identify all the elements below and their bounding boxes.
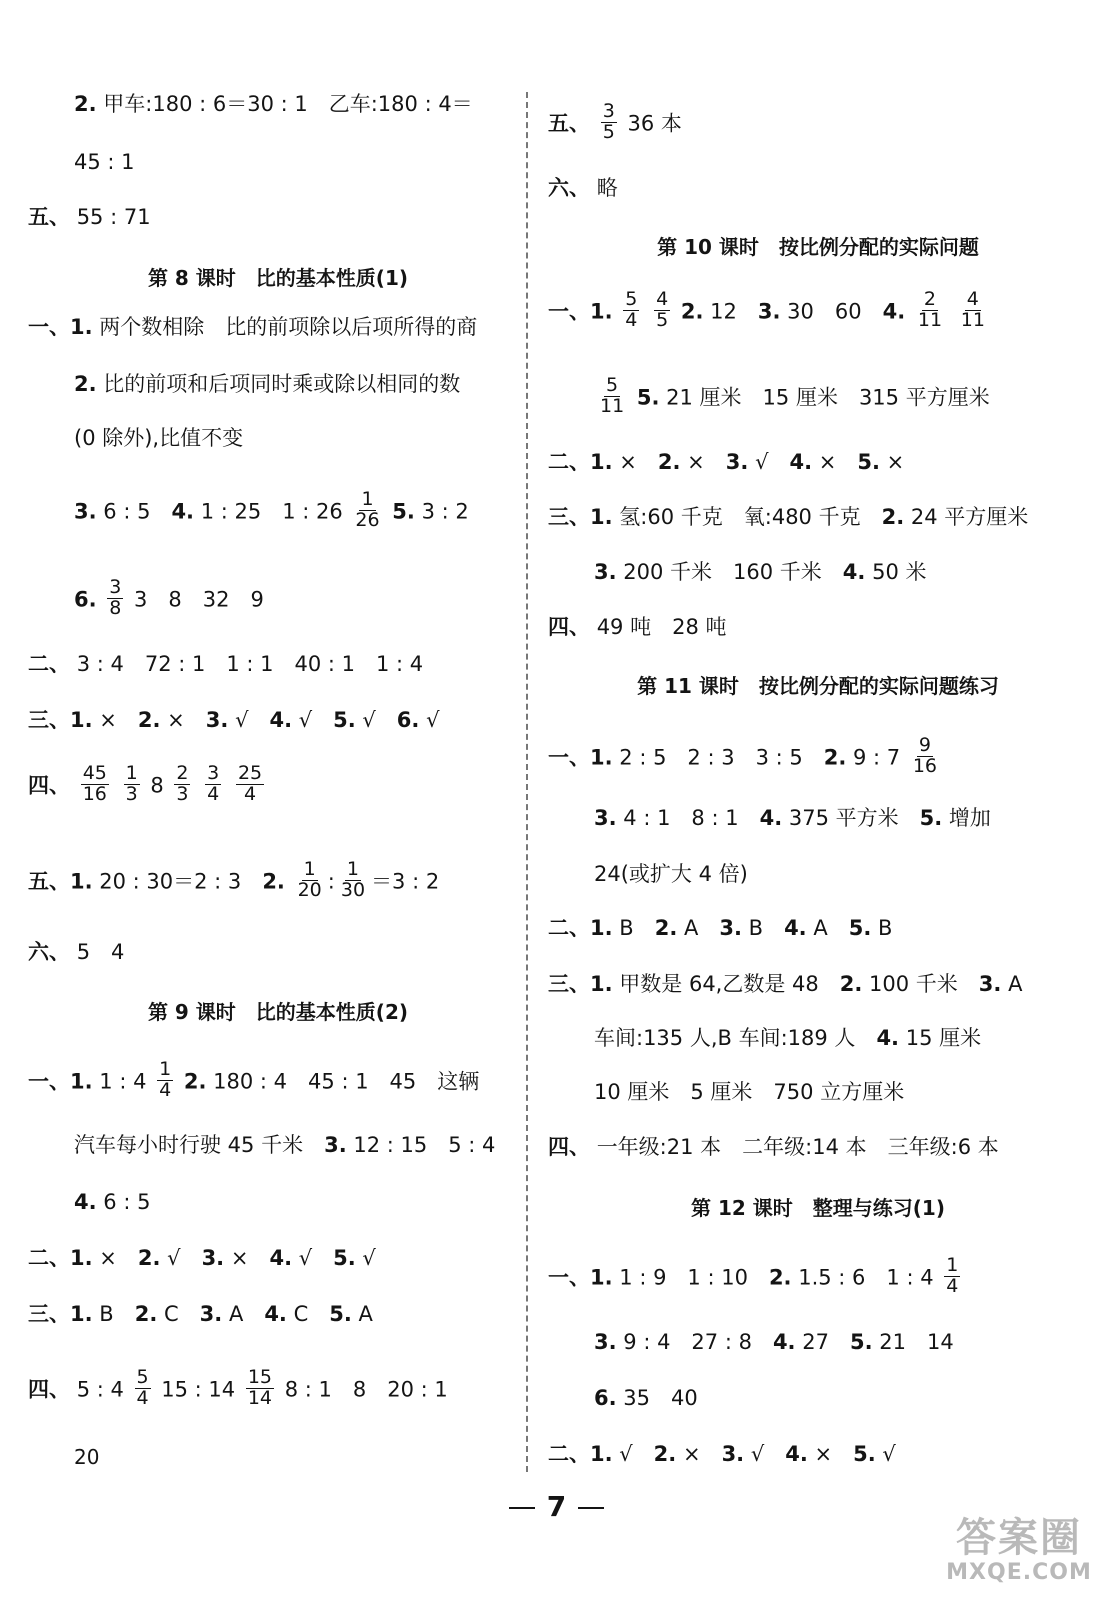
answer-text: 4 : 1 8 : 1 <box>623 806 760 830</box>
question-label: 2. <box>839 972 863 996</box>
answer-line <box>594 1386 698 1411</box>
answer-text: B <box>748 916 785 940</box>
fraction-denominator: 11 <box>917 308 943 331</box>
fraction <box>157 1060 173 1101</box>
question-label: 三、1. <box>548 505 613 529</box>
question-label: 2. <box>653 1442 677 1466</box>
answer-line <box>548 1442 896 1467</box>
answer-line <box>548 288 991 333</box>
question-label: 3. <box>205 708 229 732</box>
answer-line <box>548 734 943 779</box>
fraction <box>601 102 617 143</box>
question-label: 4. <box>264 1302 287 1326</box>
answer-line <box>28 652 423 677</box>
question-label: 2. <box>74 372 97 396</box>
answer-text: √ <box>426 708 440 732</box>
answer-text: 增加 <box>948 806 991 830</box>
question-label: 2. <box>680 299 704 324</box>
question-label: 5. <box>857 450 880 474</box>
question-label: 5. <box>333 1246 356 1270</box>
question-label: 2. <box>657 450 681 474</box>
answer-line <box>74 92 473 117</box>
fraction <box>654 290 670 331</box>
answer-text <box>194 773 201 797</box>
answer-text: ＝3 : 2 <box>371 869 440 894</box>
answer-line <box>594 1330 954 1355</box>
fraction-denominator: 11 <box>600 394 625 417</box>
question-label: 4. <box>759 806 783 830</box>
question-label: 3. <box>725 450 749 474</box>
answer-text: 1 : 9 1 : 10 <box>619 1265 769 1290</box>
answer-line <box>548 176 618 201</box>
answer-line <box>74 426 243 451</box>
answer-text: 27 <box>802 1330 850 1354</box>
fraction-numerator: 3 <box>602 100 615 122</box>
fraction-numerator: 2 <box>176 762 189 784</box>
answer-text: B <box>99 1302 135 1326</box>
question-label: 四、 <box>28 773 70 798</box>
fraction-numerator: 1 <box>946 1254 959 1276</box>
question-label: 4. <box>269 708 293 732</box>
answer-text: 略 <box>596 176 618 200</box>
fraction <box>911 736 939 777</box>
answer-line <box>594 806 991 831</box>
question-label: 二、 <box>28 652 70 676</box>
fraction-denominator: 4 <box>946 1274 959 1297</box>
answer-text: 35 40 <box>623 1386 698 1410</box>
fraction <box>81 764 109 805</box>
answer-line <box>594 374 990 419</box>
answer-text: 10 厘米 5 厘米 750 立方厘米 <box>594 1080 905 1104</box>
answer-text: 1 : 4 <box>99 1069 154 1094</box>
question-label: 5. <box>848 916 872 940</box>
question-label: 二、1. <box>28 1246 93 1270</box>
question-label: 三、1. <box>548 972 613 996</box>
fraction-denominator: 5 <box>602 120 615 143</box>
section-heading: 第 9 课时 比的基本性质(2) <box>147 1000 409 1024</box>
answer-text: 30 60 <box>787 299 883 324</box>
fraction-numerator: 1 <box>125 762 138 784</box>
fraction <box>959 290 987 331</box>
answer-line <box>548 1135 999 1160</box>
answer-text: √ <box>750 1442 786 1466</box>
answer-text: 20 : 30＝2 : 3 <box>99 869 263 894</box>
question-label: 3. <box>594 806 617 830</box>
answer-text: × <box>99 1246 138 1270</box>
answer-text: 5 : 4 <box>76 1377 131 1402</box>
question-label: 2. <box>881 505 905 529</box>
fraction <box>107 578 123 619</box>
question-label: 4. <box>876 1026 900 1050</box>
answer-line <box>28 315 477 340</box>
answer-text: 180 : 4 45 : 1 45 这辆 <box>213 1069 480 1094</box>
question-label: 六、 <box>28 940 70 964</box>
answer-line <box>594 560 926 585</box>
answer-text: 55 : 71 <box>76 205 151 229</box>
fraction-denominator: 4 <box>625 308 638 331</box>
fraction <box>353 490 381 531</box>
answer-line <box>74 1190 150 1215</box>
answer-text <box>674 299 681 323</box>
question-label: 4. <box>772 1330 796 1354</box>
question-label: 四、 <box>28 1377 70 1402</box>
question-label: 5. <box>849 1330 873 1354</box>
answer-text: × <box>230 1246 270 1270</box>
answer-text: 车间:135 人,B 车间:189 人 <box>594 1026 877 1050</box>
fraction <box>916 290 944 331</box>
fraction <box>135 1368 151 1409</box>
question-label: 二、1. <box>548 450 613 474</box>
answer-text: 9 : 7 <box>853 745 907 770</box>
answer-text <box>643 299 650 323</box>
answer-line <box>548 505 1028 530</box>
answer-text: 两个数相除 比的前项除以后项所得的商 <box>99 315 478 339</box>
question-label: 2. <box>262 869 285 894</box>
watermark-bottom: MXQE.COM <box>946 1560 1092 1585</box>
answer-text: 汽车每小时行驶 45 千米 <box>74 1133 325 1157</box>
answer-text: (0 除外),比值不变 <box>74 426 244 450</box>
answer-line <box>28 1302 373 1327</box>
question-label: 一、1. <box>28 1069 93 1094</box>
answer-line <box>594 1080 904 1105</box>
answer-text: 24(或扩大 4 倍) <box>594 862 748 886</box>
answer-text: 12 : 15 5 : 4 <box>353 1133 496 1157</box>
question-label: 4. <box>74 1190 97 1214</box>
question-label: 4. <box>789 450 813 474</box>
watermark-top: 答案圈 <box>956 1515 1082 1561</box>
answer-line <box>548 1254 964 1299</box>
page-dash-left <box>509 1507 535 1509</box>
question-label: 一、1. <box>28 315 93 339</box>
answer-text: 5 4 <box>76 940 125 964</box>
question-label: 一、1. <box>548 299 613 324</box>
question-label: 3. <box>74 499 97 524</box>
question-label: 4. <box>785 1442 808 1466</box>
answer-line <box>74 1133 495 1158</box>
question-label: 2. <box>137 1246 161 1270</box>
answer-text: A <box>228 1302 265 1326</box>
left-column <box>28 0 528 1600</box>
question-label: 一、1. <box>548 745 613 770</box>
fraction-denominator: 11 <box>960 308 985 331</box>
question-label: 3. <box>594 1330 617 1354</box>
answer-text: 9 : 4 27 : 8 <box>623 1330 773 1354</box>
question-label: 3. <box>719 916 742 940</box>
answer-text: × <box>814 1442 854 1466</box>
fraction-denominator: 3 <box>176 782 189 805</box>
answer-text: : <box>327 869 335 894</box>
question-label: 5. <box>919 806 943 830</box>
question-label: 4. <box>784 916 807 940</box>
watermark-logo <box>931 1516 1107 1594</box>
fraction-numerator: 5 <box>136 1366 149 1388</box>
answer-text: × <box>167 708 206 732</box>
section-heading: 第 10 课时 按比例分配的实际问题 <box>657 235 979 259</box>
answer-text: 375 平方米 <box>788 806 920 830</box>
question-label: 2. <box>74 92 97 116</box>
section-heading: 第 8 课时 比的基本性质(1) <box>147 266 409 290</box>
page-dash-right <box>578 1507 604 1509</box>
answer-text: 49 吨 28 吨 <box>596 615 727 639</box>
fraction-denominator: 4 <box>243 782 257 805</box>
section-heading: 第 12 课时 整理与练习(1) <box>691 1196 945 1220</box>
question-label: 4. <box>842 560 866 584</box>
fraction <box>205 764 221 805</box>
question-label: 5. <box>329 1302 352 1326</box>
question-label: 4. <box>882 299 906 324</box>
answer-text: 比的前项和后项同时乘或除以相同的数 <box>103 372 461 396</box>
question-label: 3. <box>324 1133 347 1157</box>
answer-text: 1.5 : 6 1 : 4 <box>798 1265 941 1290</box>
answer-line <box>74 372 460 397</box>
question-label: 五、 <box>28 205 70 229</box>
answer-text: 21 厘米 15 厘米 315 平方厘米 <box>666 385 990 410</box>
answer-text: 氢:60 千克 氧:480 千克 <box>619 505 882 529</box>
answer-line <box>28 940 124 965</box>
answer-text: × <box>99 708 138 732</box>
question-label: 2. <box>768 1265 792 1290</box>
answer-line <box>28 1246 376 1271</box>
question-label: 4. <box>171 499 195 524</box>
answer-line <box>548 450 904 475</box>
fraction-numerator: 5 <box>606 374 619 396</box>
answer-text: 3 8 32 9 <box>127 587 264 612</box>
answer-line <box>74 150 135 175</box>
answer-text: A <box>813 916 849 940</box>
fraction <box>598 376 626 417</box>
question-label: 3. <box>594 560 617 584</box>
question-label: 5. <box>853 1442 876 1466</box>
fraction-denominator: 16 <box>912 754 938 777</box>
answer-text: √ <box>298 708 334 732</box>
fraction-denominator: 5 <box>656 308 669 331</box>
answer-text: 45 : 1 <box>74 150 135 174</box>
fraction-denominator: 14 <box>247 1386 273 1409</box>
fraction-numerator: 25 <box>237 762 263 784</box>
answer-text: 甲车:180 : 6＝30 : 1 乙车:180 : 4＝ <box>103 92 473 116</box>
question-label: 5. <box>636 385 660 410</box>
fraction <box>944 1256 960 1297</box>
fraction-numerator: 4 <box>966 288 979 310</box>
fraction <box>246 1368 274 1409</box>
fraction <box>174 764 190 805</box>
fraction <box>623 290 639 331</box>
question-label: 3. <box>978 972 1002 996</box>
answer-text: C <box>163 1302 200 1326</box>
answer-line <box>28 858 440 903</box>
question-label: 二、1. <box>548 1442 613 1466</box>
question-label: 2. <box>134 1302 158 1326</box>
answer-text: 8 : 1 8 20 : 1 <box>278 1377 448 1402</box>
answer-line <box>74 488 469 533</box>
question-label: 3. <box>757 299 781 324</box>
answer-text: 一年级:21 本 二年级:14 本 三年级:6 本 <box>596 1135 999 1159</box>
question-label: 三、1. <box>28 1302 93 1326</box>
fraction-denominator: 4 <box>136 1386 149 1409</box>
answer-text: A <box>1008 972 1023 996</box>
answer-text: 100 千米 <box>869 972 979 996</box>
answer-text: 36 本 <box>620 111 682 136</box>
question-label: 三、1. <box>28 708 93 732</box>
question-label: 2. <box>183 1069 207 1094</box>
question-label: 五、 <box>548 111 590 136</box>
answer-line <box>74 576 264 621</box>
answer-text: 6 : 5 <box>103 1190 151 1214</box>
answer-text: √ <box>619 1442 654 1466</box>
answer-text: 15 : 14 <box>154 1377 242 1402</box>
answer-text: B <box>878 916 893 940</box>
question-label: 二、1. <box>548 916 613 940</box>
answer-line <box>548 615 726 640</box>
question-label: 一、1. <box>548 1265 613 1290</box>
answer-line <box>548 100 682 145</box>
question-label: 3. <box>721 1442 745 1466</box>
question-label: 6. <box>594 1386 617 1410</box>
fraction-denominator: 20 <box>297 878 322 901</box>
answer-text: A <box>358 1302 373 1326</box>
answer-text: 2 : 5 2 : 3 3 : 5 <box>619 745 824 770</box>
answer-text: 50 米 <box>872 560 927 584</box>
answer-line <box>28 1058 480 1103</box>
question-label: 6. <box>396 708 420 732</box>
fraction-numerator: 2 <box>923 288 937 310</box>
answer-text: × <box>619 450 658 474</box>
answer-text <box>113 773 120 797</box>
answer-text: 12 <box>710 299 758 324</box>
footer-left-number: 20 <box>74 1445 100 1469</box>
question-label: 2. <box>823 745 847 770</box>
fraction <box>236 764 264 805</box>
fraction-numerator: 5 <box>625 288 638 310</box>
answer-text: √ <box>362 1246 376 1270</box>
answer-line <box>28 1366 448 1411</box>
fraction-numerator: 1 <box>159 1058 172 1080</box>
answer-text: 3 : 2 <box>421 499 469 524</box>
question-label: 5. <box>333 708 356 732</box>
question-label: 2. <box>654 916 678 940</box>
question-label: 2. <box>137 708 161 732</box>
section-heading: 第 11 课时 按比例分配的实际问题练习 <box>637 674 999 698</box>
answer-text: 15 厘米 <box>905 1026 982 1050</box>
answer-line <box>28 205 151 230</box>
answer-text: 1 : 25 1 : 26 <box>200 499 350 524</box>
answer-text <box>948 299 955 323</box>
answer-text: √ <box>755 450 790 474</box>
fraction-numerator: 1 <box>346 858 359 880</box>
answer-text <box>177 1069 184 1093</box>
fraction-numerator: 4 <box>656 288 669 310</box>
answer-text: A <box>683 916 720 940</box>
right-column <box>548 0 1088 1600</box>
answer-text <box>630 385 637 409</box>
answer-text: 24 平方厘米 <box>910 505 1029 529</box>
answer-text: √ <box>882 1442 896 1466</box>
answer-text <box>225 773 232 797</box>
question-label: 六、 <box>548 176 590 200</box>
fraction-denominator: 4 <box>159 1078 172 1101</box>
page-number-text: 7 <box>546 1490 567 1523</box>
fraction-numerator: 15 <box>247 1366 273 1388</box>
answer-text: B <box>619 916 655 940</box>
answer-text: × <box>687 450 726 474</box>
answer-text: × <box>886 450 905 474</box>
answer-text: √ <box>362 708 397 732</box>
question-label: 五、1. <box>28 869 93 894</box>
answer-text: √ <box>167 1246 202 1270</box>
fraction <box>296 860 324 901</box>
fraction <box>124 764 140 805</box>
answer-text: × <box>682 1442 722 1466</box>
answer-text: 甲数是 64,乙数是 48 <box>619 972 840 996</box>
question-label: 3. <box>201 1246 225 1270</box>
question-label: 6. <box>74 587 97 612</box>
answer-line <box>28 708 439 733</box>
answer-text: × <box>818 450 858 474</box>
fraction-denominator: 8 <box>109 596 122 619</box>
answer-text: √ <box>235 708 270 732</box>
answer-text: 3 : 4 72 : 1 1 : 1 40 : 1 1 : 4 <box>76 652 424 676</box>
fraction-numerator: 1 <box>361 488 374 510</box>
answer-text: 21 14 <box>879 1330 954 1354</box>
answer-text: 200 千米 160 千米 <box>623 560 843 584</box>
answer-line <box>28 762 268 807</box>
fraction-denominator: 16 <box>82 782 107 805</box>
question-label: 3. <box>199 1302 223 1326</box>
fraction <box>339 860 367 901</box>
fraction-numerator: 3 <box>207 762 220 784</box>
fraction-numerator: 9 <box>918 734 931 756</box>
fraction-denominator: 3 <box>125 782 138 805</box>
column-divider <box>526 92 528 1472</box>
answer-line <box>548 916 892 941</box>
question-label: 4. <box>269 1246 293 1270</box>
fraction-numerator: 3 <box>109 576 122 598</box>
answer-line <box>594 862 748 887</box>
answer-line <box>548 972 1022 997</box>
answer-text: √ <box>298 1246 334 1270</box>
question-label: 四、 <box>548 615 590 639</box>
fraction-numerator: 45 <box>82 762 107 784</box>
answer-text: C <box>293 1302 330 1326</box>
fraction-numerator: 1 <box>303 858 316 880</box>
fraction-denominator: 26 <box>355 508 380 531</box>
answer-line <box>594 1026 981 1051</box>
fraction-denominator: 30 <box>340 878 366 901</box>
question-label: 5. <box>392 499 415 524</box>
answer-text: 6 : 5 <box>103 499 172 524</box>
question-label: 四、 <box>548 1135 590 1159</box>
fraction-denominator: 4 <box>207 782 220 805</box>
answer-text: 8 <box>143 773 171 798</box>
